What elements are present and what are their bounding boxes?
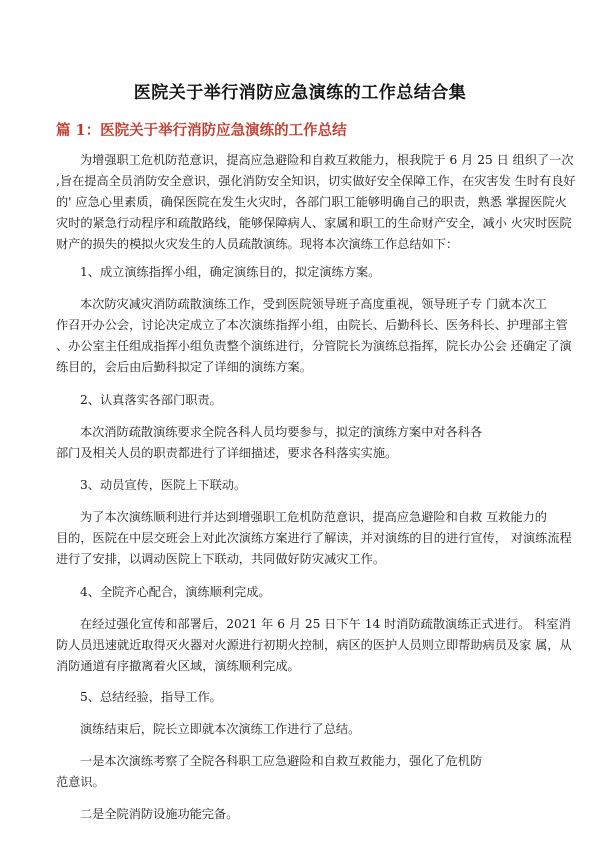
text-line: 部门及相关人员的职责都进行了详细描述，要求各科落实实施。 (56, 446, 398, 460)
text-line: 消防通道有序撤离着火区域，演练顺利完成。 (56, 659, 300, 673)
text-line: 4、全院齐心配合，演练顺利完成。 (80, 585, 271, 599)
text-line: 灾时的紧急行动程序和疏散路线，能够保障病人、家属和职工的生命财产安全，减小 火灾时医院 (56, 216, 572, 230)
text-line: 本次消防疏散演练要求全院各科人员均要参与，拟定的演练方案中对各科各 (80, 425, 483, 439)
subheading-5 (56, 687, 548, 708)
paragraph-summary (56, 719, 548, 740)
section-heading: 篇 1：医院关于举行消防应急演练的工作总结 (56, 122, 347, 139)
text-line: 范意识。 (56, 775, 105, 789)
paragraph-execution (56, 614, 572, 677)
text-line: 防人员迅速就近取得灭火器对火源进行初期火控制，病区的医护人员则立即帮助病员及家 属，从 (56, 638, 572, 652)
text-line: 3、动员宣传，医院上下联动。 (80, 478, 247, 492)
text-line: 在经过强化宣传和部署后，2021 年 6 月 25 日下午 14 时消防疏散演练正式进行。 科室消 (80, 617, 571, 631)
text-line: 5、总结经验，指导工作。 (80, 690, 222, 704)
text-line: 本次防灾减灾消防疏散演练工作，受到医院领导班子高度重视，领导班子专 门就本次工 (80, 297, 547, 311)
text-line: 2、认真落实各部门职责。 (80, 393, 222, 407)
text-line: 为增强职工危机防范意识，提高应急避险和自救互救能力，根我院于 6 月 25 日 组织了一次 (80, 153, 574, 167)
paragraph-point-two (56, 804, 548, 825)
text-line: 进行了安排，以调动医院上下联动，共同做好防灾减灾工作。 (56, 552, 386, 566)
text-line: 财产的损失的模拟火灾发生的人员疏散演练。现将本次演练工作总结如下： (56, 237, 459, 251)
text-line: 二是全院消防设施功能完备。 (80, 807, 239, 821)
subheading-1 (56, 262, 548, 283)
text-line: 一是本次演练考察了全院各科职工应急避险和自救互救能力，强化了危机防 (80, 754, 483, 768)
text-line: ,旨在提高全员消防安全意识，强化消防安全知识，切实做好安全保障工作，在灾害发 生时有良好 (56, 174, 576, 188)
text-line: 、办公室主任组成指挥小组负责整个演练进行，分管院长为演练总指挥，院长办公会 还确定了演 (56, 339, 572, 353)
text-line: 的' 应急心里素质，确保医院在发生火灾时，各部门职工能够明确自己的职责，熟悉 掌握医院火 (56, 195, 567, 209)
document-title: 医院关于举行消防应急演练的工作总结合集 (133, 83, 467, 103)
paragraph-intro (56, 150, 576, 255)
subheading-3 (56, 475, 548, 496)
text-line: 练目的，会后由后勤科拟定了详细的演练方案。 (56, 360, 312, 374)
text-line: 1、成立演练指挥小组，确定演练目的，拟定演练方案。 (80, 265, 381, 279)
text-line: 作召开办公会，讨论决定成立了本次演练指挥小组，由院长、后勤科长、医务科长、护理部主管 (56, 318, 568, 332)
subheading-4 (56, 582, 548, 603)
paragraph-command-group (56, 294, 572, 378)
text-line: 为了本次演练顺利进行并达到增强职工危机防范意识，提高应急避险和自救 互救能力的 (80, 510, 547, 524)
paragraph-responsibilities (56, 422, 548, 464)
text-line: 演练结束后，院长立即就本次演练工作进行了总结。 (80, 722, 361, 736)
text-line: 目的，医院在中层交班会上对此次演练方案进行了解读，并对演练的目的进行宣传， 对演练流程 (56, 531, 572, 545)
paragraph-publicity (56, 507, 572, 570)
subheading-2 (56, 390, 548, 411)
paragraph-point-one (56, 751, 548, 793)
